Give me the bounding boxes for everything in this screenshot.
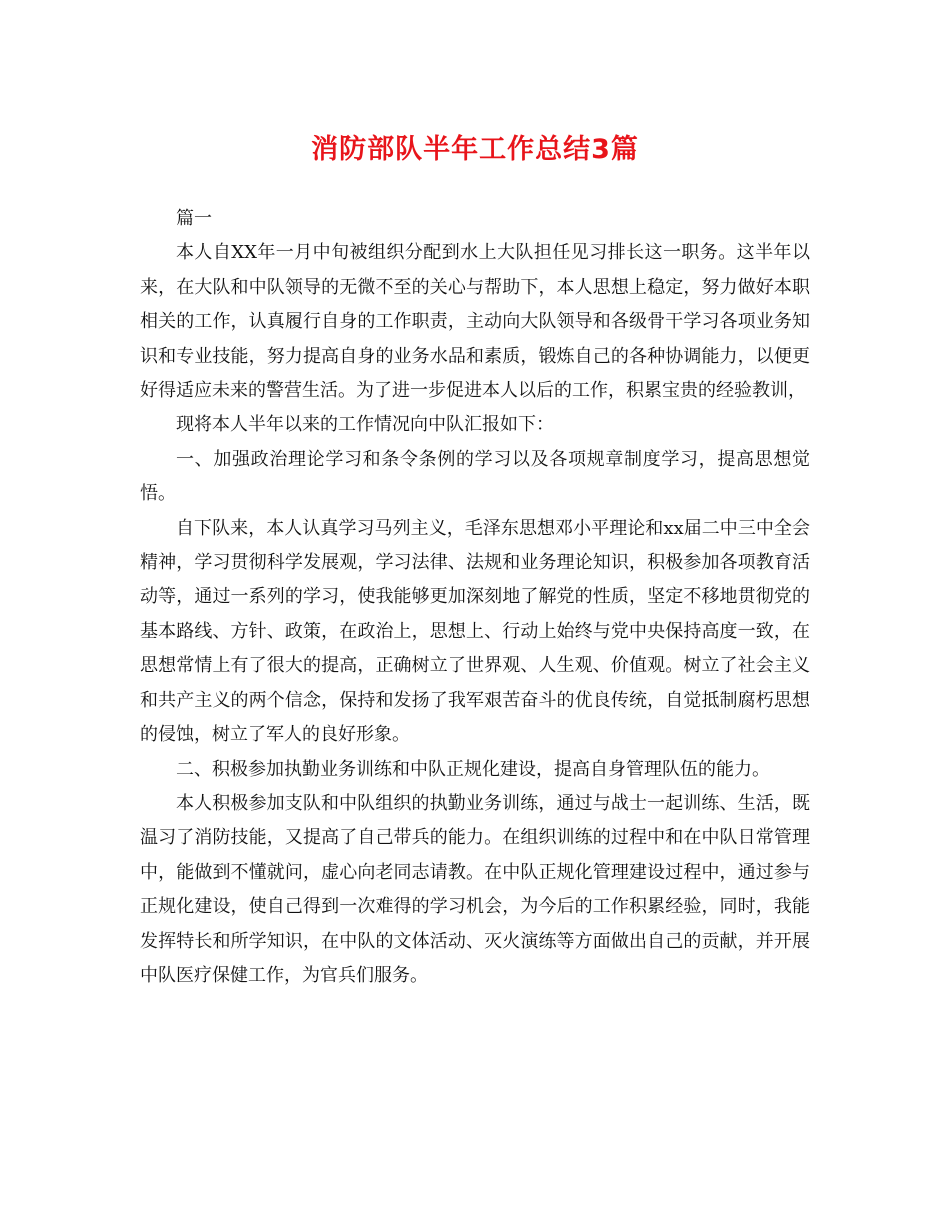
- intro-paragraph: 本人自XX年一月中旬被组织分配到水上大队担任见习排长这一职务。这半年以来，在大队和中队领导的无微不至的关心与帮助下，本人思想上稳定，努力做好本职相关的工作，认真履行自身的工作职责，主动向大队领导和各级骨干学习各项业务知识和专业技能，努力提高自身的业务水品和素质，锻炼自己的各种协调能力，以便更好得适应未来的警营生活。为了进一步促进本人以后的工作，积累宝贵的经验教训，: [140, 242, 810, 402]
- document-title: 消防部队半年工作总结3篇: [311, 134, 639, 165]
- section-heading-part-one: 篇一: [176, 208, 212, 229]
- point-two-paragraph: 本人积极参加支队和中队组织的执勤业务训练，通过与战士一起训练、生活，既温习了消防技能，又提高了自己带兵的能力。在组织训练的过程中和在中队日常管理中，能做到不懂就问，虚心向老同志请教。在中队正规化管理建设过程中，通过参与正规化建设，使自己得到一次难得的学习机会，为今后的工作积累经验，同时，我能发挥特长和所学知识，在中队的文体活动、灭火演练等方面做出自己的贡献，并开展中队医疗保健工作，为官兵们服务。: [140, 792, 810, 986]
- document-body: [140, 202, 810, 993]
- point-two-heading: 二、积极参加执勤业务训练和中队正规化建设，提高自身管理队伍的能力。: [176, 758, 770, 780]
- report-lead-paragraph: 现将本人半年以来的工作情况向中队汇报如下：: [176, 414, 554, 436]
- point-one-heading: 一、加强政治理论学习和条令条例的学习以及各项规章制度学习，提高思想觉悟。: [140, 448, 810, 505]
- point-one-paragraph: 自下队来，本人认真学习马列主义，毛泽东思想邓小平理论和xx届二中三中全会精神，学习贯彻科学发展观，学习法律、法规和业务理论知识，积极参加各项教育活动等，通过一系列的学习，使我能够更加深刻地了解党的性质，坚定不移地贯彻党的基本路线、方针、政策，在政治上，思想上、行动上始终与党中央保持高度一致，在思想常情上有了很大的提高，正确树立了世界观、人生观、价值观。树立了社会主义和共产主义的两个信念，保持和发扬了我军艰苦奋斗的优良传统，自觉抵制腐朽思想的侵蚀，树立了军人的良好形象。: [140, 517, 810, 746]
